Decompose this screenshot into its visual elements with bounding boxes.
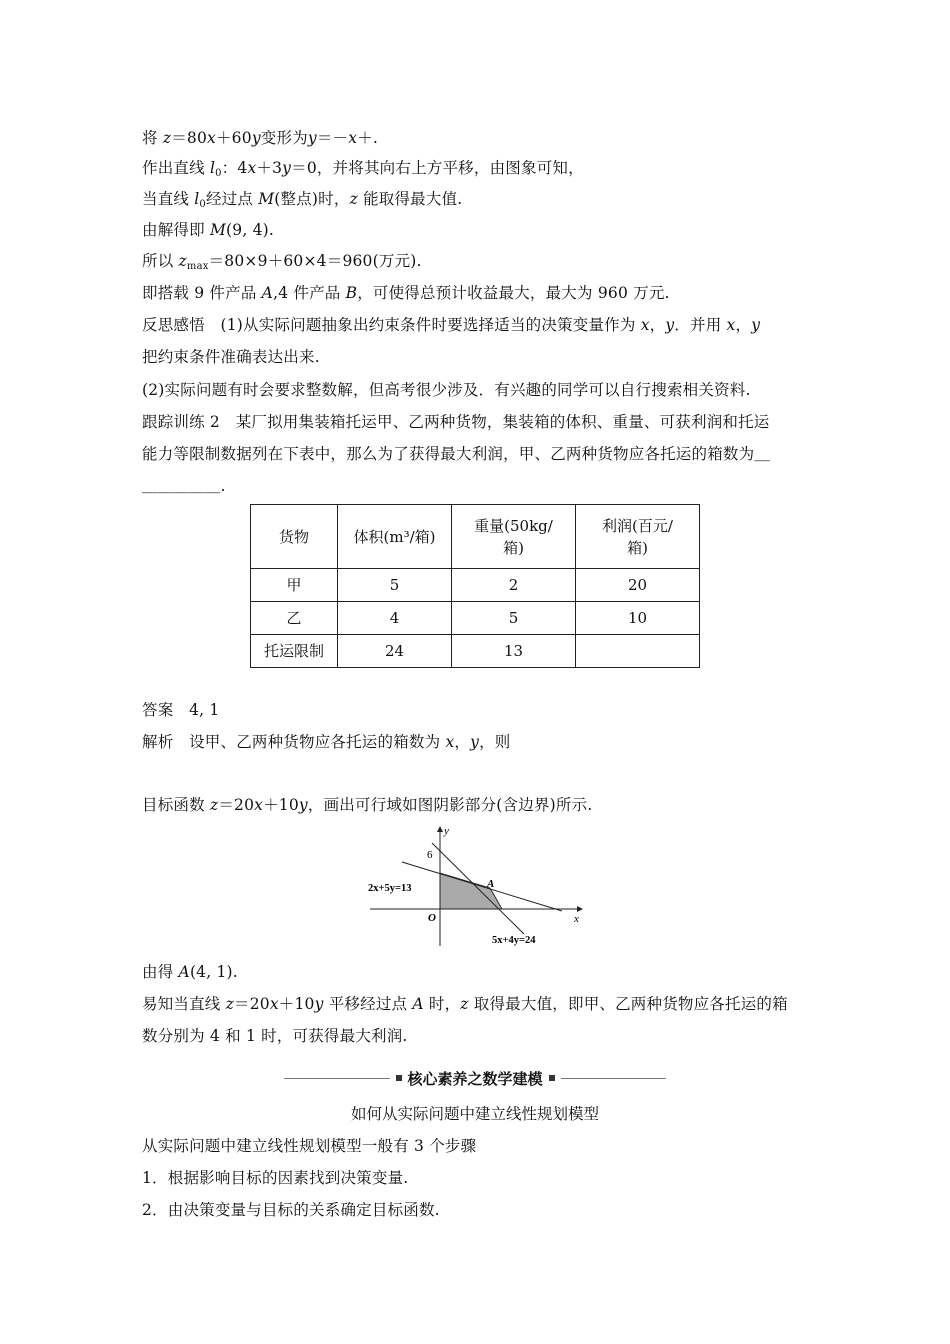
text-line-reflection-2: 把约束条件准确表达出来. (142, 348, 320, 366)
answer-line: 答案 4, 1 (142, 701, 220, 719)
section-heading (284, 1068, 666, 1088)
square-bullet-icon (396, 1075, 402, 1081)
text-line-transform: 将 z＝80x＋60y变形为y＝－x＋. (142, 129, 379, 147)
table-cell: 5 (338, 569, 452, 602)
x-axis-label: x (574, 913, 579, 925)
table-row (251, 569, 700, 602)
section-rule-left (284, 1078, 390, 1079)
analysis-line: 解析 设甲、乙两种货物应各托运的箱数为 x，y，则 (142, 733, 511, 751)
origin-label: O (428, 912, 436, 924)
steps-intro: 从实际问题中建立线性规划模型一般有 3 个步骤 (142, 1137, 477, 1155)
table-cell: 4 (338, 602, 452, 635)
table-cell (576, 635, 700, 668)
table-header-row (251, 505, 700, 569)
table-cell: 2 (452, 569, 576, 602)
tick-6-label: 6 (427, 849, 433, 861)
table-cell: 甲 (251, 569, 338, 602)
subsection-title: 如何从实际问题中建立线性规划模型 (350, 1105, 599, 1123)
table-cell: 20 (576, 569, 700, 602)
objective-line: 目标函数 z＝20x＋10y，画出可行域如图阴影部分(含边界)所示. (142, 796, 593, 814)
y-axis-label: y (444, 825, 449, 837)
header-goods: 货物 (251, 505, 338, 569)
line1-label: 2x+5y=13 (368, 883, 412, 894)
table-row (251, 602, 700, 635)
text-line-exercise-1: 跟踪训练 2 某厂拟用集装箱托运甲、乙两种货物，集装箱的体积、重量、可获利润和托运 (142, 413, 770, 431)
step-1: 1．根据影响目标的因素找到决策变量. (142, 1169, 409, 1187)
header-profit: 利润(百元/ 箱) (576, 505, 700, 569)
line2-label: 5x+4y=24 (492, 935, 536, 946)
feasible-region-graph (362, 822, 592, 952)
section-rule-right (561, 1078, 667, 1079)
goods-table (250, 504, 700, 668)
point-a-label: A (487, 878, 495, 890)
table-cell: 乙 (251, 602, 338, 635)
easy-line-2: 数分别为 4 和 1 时，可获得最大利润. (142, 1027, 408, 1045)
table-cell: 10 (576, 602, 700, 635)
text-line-exercise-blank: ＿＿＿＿＿. (142, 477, 226, 495)
text-line-conclusion: 即搭载 9 件产品 A,4 件产品 B，可使得总预计收益最大，最大为 960 万元. (142, 284, 670, 302)
table-cell: 24 (338, 635, 452, 668)
table-cell: 托运限制 (251, 635, 338, 668)
square-bullet-icon (549, 1075, 555, 1081)
section-heading-text: 核心素养之数学建模 (407, 1069, 543, 1088)
x-axis-arrow (577, 906, 583, 912)
step-2: 2．由决策变量与目标的关系确定目标函数. (142, 1201, 440, 1219)
solve-a-line: 由得 A(4, 1). (142, 963, 238, 981)
header-weight: 重量(50kg/ 箱) (452, 505, 576, 569)
easy-line-1: 易知当直线 z＝20x＋10y 平移经过点 A 时，z 取得最大值，即甲、乙两种货物应各托运的箱 (142, 995, 788, 1013)
table-cell: 13 (452, 635, 576, 668)
text-line-solve-m: 由解得即 M(9, 4). (142, 221, 275, 239)
text-line-zmax: 所以 $z_{max}=80\times 9+60\times 4=960$(万元). (142, 252, 422, 272)
text-line-max-point: 当直线 $l_0$经过点 M(整点)时，z 能取得最大值. (142, 190, 463, 210)
text-line-draw-line: 作出直线 $l_0$：4x＋3y＝0，并将其向右上方平移，由图象可知， (142, 159, 584, 179)
header-volume: 体积(m³/箱) (338, 505, 452, 569)
table-cell: 5 (452, 602, 576, 635)
table-row (251, 635, 700, 668)
text-line-reflection-1: 反思感悟 (1)从实际问题抽象出约束条件时要选择适当的决策变量作为 x，y．并用 x，y (142, 316, 761, 334)
y-axis-arrow (437, 826, 443, 832)
text-line-exercise-2: 能力等限制数据列在下表中，那么为了获得最大利润，甲、乙两种货物应各托运的箱数为＿ (142, 445, 771, 463)
text-line-reflection-3: (2)实际问题有时会要求整数解，但高考很少涉及．有兴趣的同学可以自行搜索相关资料. (142, 381, 751, 399)
